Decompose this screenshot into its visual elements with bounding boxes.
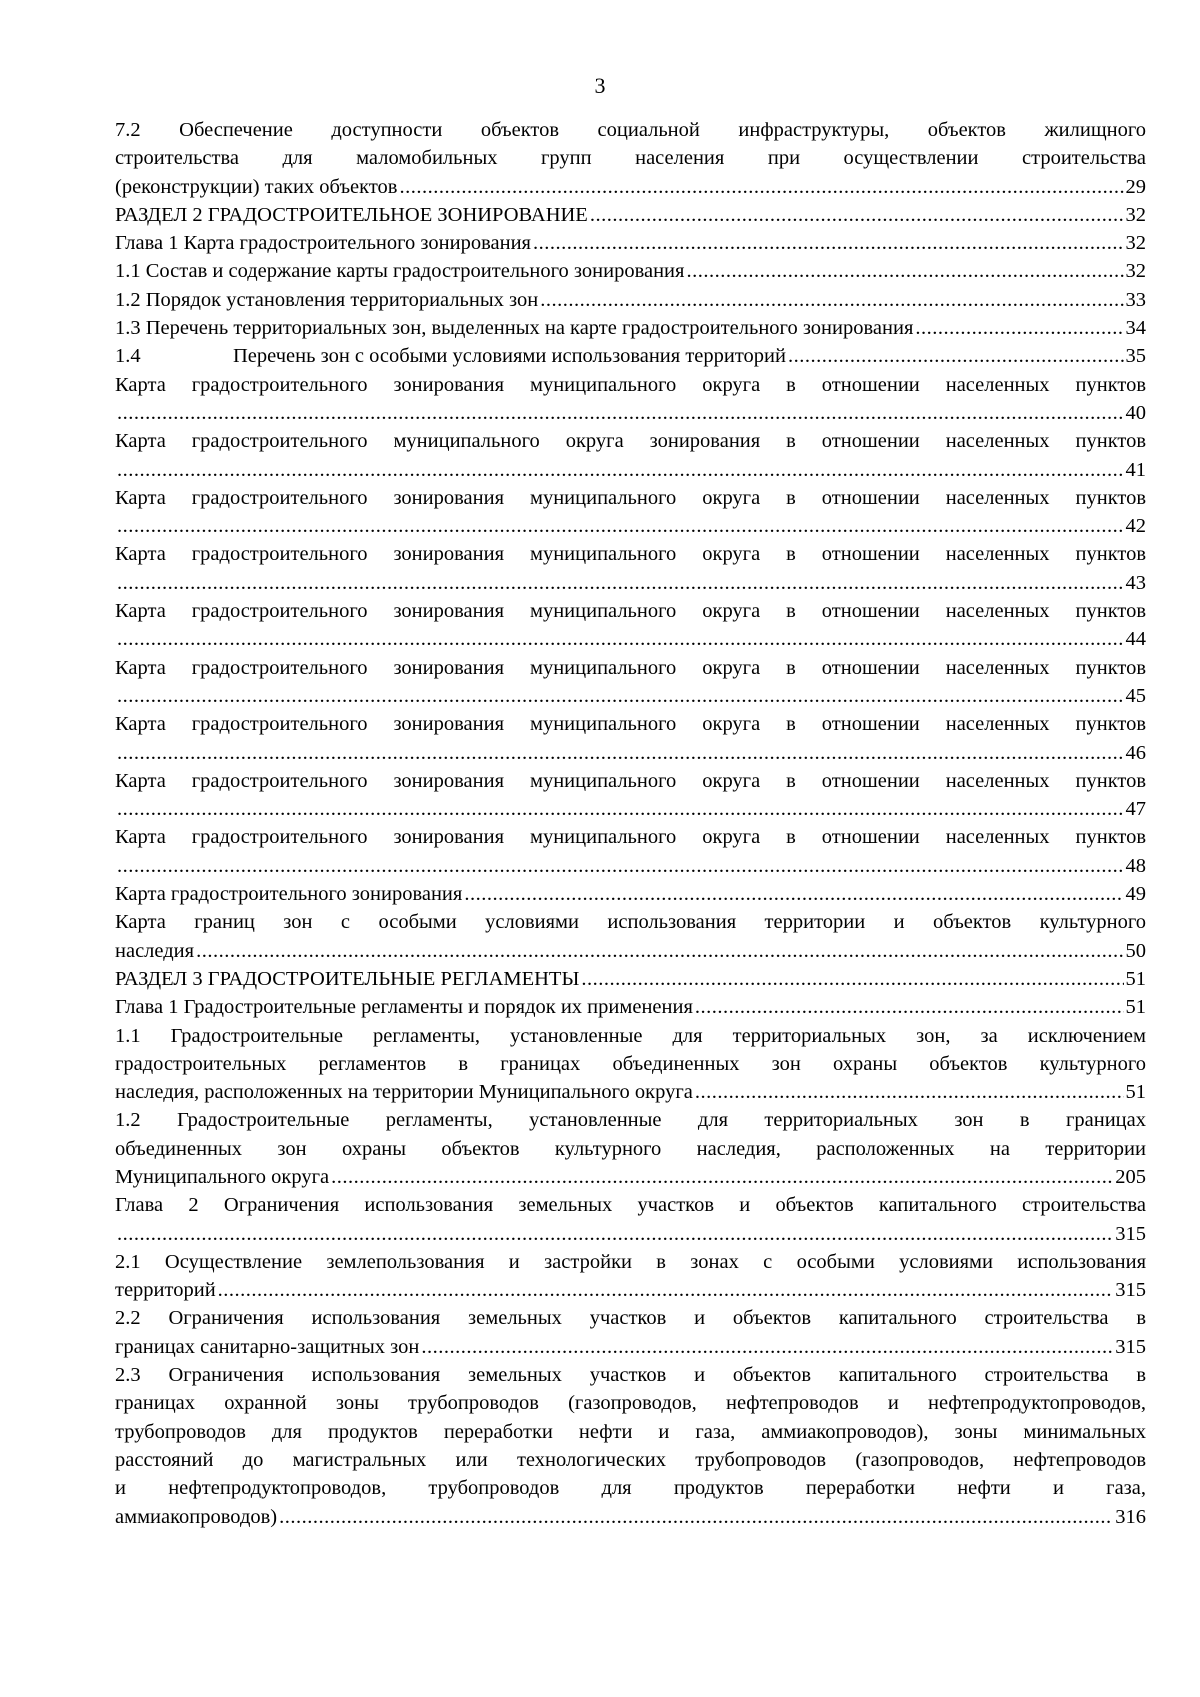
toc-dot-leader [399, 173, 1123, 201]
toc-page-number: 40 [1125, 401, 1146, 424]
toc-dot-leader [117, 512, 1124, 540]
toc-entry-title: 1.1 Состав и содержание карты градостроительного зонирования [115, 260, 685, 283]
toc-entry [115, 257, 1146, 285]
toc-entry [115, 597, 1146, 654]
toc-page-number: 48 [1125, 854, 1146, 877]
toc-entry [115, 823, 1146, 880]
toc-dot-leader [464, 880, 1123, 908]
toc-entry-line: 1.1 Градостроительные регламенты, установленные для территориальных зон, за исключением [115, 1024, 1146, 1047]
toc-entry-line: Глава 2 Ограничения использования земельных участков и объектов капитального строительства [115, 1194, 1146, 1217]
toc-dot-leader [540, 286, 1123, 314]
toc-dot-leader [686, 257, 1123, 285]
toc-page-number: 43 [1125, 571, 1146, 594]
toc-page-number: 316 [1115, 1505, 1146, 1528]
toc-entry [115, 993, 1146, 1021]
toc-entry-last-line [115, 569, 1146, 597]
toc-page-number: 32 [1125, 260, 1146, 283]
toc-entry-title: наследия, расположенных на территории Муниципального округа [115, 1081, 693, 1104]
toc-dot-leader [421, 1333, 1113, 1361]
toc-entry [115, 1022, 1146, 1107]
toc-entry-last-line [115, 512, 1146, 540]
toc-page-number: 51 [1125, 967, 1146, 990]
toc-entry [115, 1106, 1146, 1191]
toc-entry [115, 342, 1146, 370]
toc-entry-last-line [115, 1220, 1146, 1248]
toc-page-number: 41 [1125, 458, 1146, 481]
toc-entry-title: аммиакопроводов) [115, 1505, 278, 1528]
toc-dot-leader [117, 399, 1124, 427]
toc-page-number: 44 [1125, 628, 1146, 651]
toc-entry-last-line [115, 399, 1146, 427]
toc-page-number: 205 [1115, 1165, 1146, 1188]
toc-dot-leader [695, 1078, 1124, 1106]
toc-entry-last-line [115, 880, 1146, 908]
toc-entry [115, 286, 1146, 314]
toc-dot-leader [117, 456, 1124, 484]
toc-page-number: 32 [1125, 232, 1146, 255]
toc-entry-last-line [115, 965, 1146, 993]
toc-entry-title: РАЗДЕЛ 3 ГРАДОСТРОИТЕЛЬНЫЕ РЕГЛАМЕНТЫ [115, 967, 580, 990]
toc-page-number: 33 [1125, 288, 1146, 311]
toc-entry-line: строительства для маломобильных групп населения при осуществлении строительства [115, 147, 1146, 170]
toc-entry-last-line [115, 286, 1146, 314]
toc-page-number: 315 [1115, 1222, 1146, 1245]
toc-entry-line: 2.2 Ограничения использования земельных участков и объектов капитального строительства в [115, 1307, 1146, 1330]
toc-page-number: 49 [1125, 883, 1146, 906]
toc-entry-line: Карта градостроительного муниципального округа зонирования в отношении населенных пунктов [115, 430, 1146, 453]
table-of-contents [115, 116, 1146, 1531]
toc-page-number: 45 [1125, 684, 1146, 707]
toc-entry-last-line [115, 342, 1146, 370]
toc-dot-leader [331, 1163, 1113, 1191]
toc-dot-leader [788, 342, 1124, 370]
toc-entry-last-line [115, 739, 1146, 767]
toc-entry-line: Карта градостроительного зонирования муниципального округа в отношении населенных пунктов [115, 543, 1146, 566]
toc-dot-leader [218, 1276, 1114, 1304]
toc-entry [115, 371, 1146, 428]
toc-entry-last-line [115, 173, 1146, 201]
toc-entry-title: (реконструкции) таких объектов [115, 175, 398, 198]
toc-entry-title: наследия [115, 939, 195, 962]
toc-entry-title: РАЗДЕЛ 2 ГРАДОСТРОИТЕЛЬНОЕ ЗОНИРОВАНИЕ [115, 203, 588, 226]
toc-dot-leader [117, 795, 1124, 823]
toc-page-number: 42 [1125, 515, 1146, 538]
toc-dot-leader [590, 201, 1124, 229]
toc-entry-line: 7.2 Обеспечение доступности объектов социальной инфраструктуры, объектов жилищного [115, 119, 1146, 141]
toc-entry-line: Карта градостроительного зонирования муниципального округа в отношении населенных пунктов [115, 600, 1146, 623]
toc-entry-last-line [115, 625, 1146, 653]
toc-entry-last-line [115, 682, 1146, 710]
toc-entry [115, 654, 1146, 711]
toc-entry-title: границах санитарно-защитных зон [115, 1335, 420, 1358]
toc-entry [115, 1304, 1146, 1361]
toc-page-number: 315 [1115, 1279, 1146, 1302]
toc-entry-title: 1.2 Порядок установления территориальных зон [115, 288, 539, 311]
toc-page-number: 51 [1125, 1081, 1146, 1104]
toc-entry [115, 710, 1146, 767]
toc-dot-leader [117, 1220, 1113, 1248]
toc-entry-line: Карта градостроительного зонирования муниципального округа в отношении населенных пунктов [115, 826, 1146, 849]
toc-entry-title: территорий [115, 1279, 216, 1302]
toc-entry-line: Карта градостроительного зонирования муниципального округа в отношении населенных пунктов [115, 373, 1146, 396]
toc-entry [115, 908, 1146, 965]
toc-entry-last-line [115, 201, 1146, 229]
toc-entry [115, 965, 1146, 993]
toc-entry-last-line [115, 993, 1146, 1021]
toc-entry-line: Карта границ зон с особыми условиями использования территории и объектов культурного [115, 911, 1146, 934]
toc-entry-line: границах охранной зоны трубопроводов (газопроводов, нефтепроводов и нефтепродуктопроводов, [115, 1392, 1146, 1415]
toc-entry-title: Карта градостроительного зонирования [115, 883, 463, 906]
toc-entry [115, 540, 1146, 597]
toc-entry-last-line [115, 1163, 1146, 1191]
toc-entry-last-line [115, 229, 1146, 257]
toc-dot-leader [117, 682, 1124, 710]
toc-entry [115, 880, 1146, 908]
toc-page-number: 32 [1125, 203, 1146, 226]
toc-entry-number: 1.4 [115, 345, 141, 368]
toc-dot-leader [196, 937, 1123, 965]
toc-entry-last-line [115, 1503, 1146, 1531]
toc-entry-last-line [115, 257, 1146, 285]
toc-dot-leader [581, 965, 1123, 993]
toc-dot-leader [117, 569, 1124, 597]
toc-entry-line: 1.2 Градостроительные регламенты, установленные для территориальных зон в границах [115, 1109, 1146, 1132]
toc-dot-leader [117, 739, 1124, 767]
toc-entry [115, 201, 1146, 229]
toc-entry-last-line [115, 1276, 1146, 1304]
toc-dot-leader [915, 314, 1123, 342]
toc-page-number: 315 [1115, 1335, 1146, 1358]
toc-entry [115, 1361, 1146, 1531]
toc-entry-last-line [115, 1078, 1146, 1106]
toc-entry-line: объединенных зон охраны объектов культурного наследия, расположенных на территории [115, 1137, 1146, 1160]
toc-entry-line: расстояний до магистральных или технологических трубопроводов (газопроводов, нефтепроводов [115, 1448, 1146, 1471]
toc-entry-line: Карта градостроительного зонирования муниципального округа в отношении населенных пунктов [115, 656, 1146, 679]
toc-entry-title: Глава 1 Карта градостроительного зонирования [115, 232, 531, 255]
toc-entry-line: 2.3 Ограничения использования земельных участков и объектов капитального строительства в [115, 1364, 1146, 1387]
toc-dot-leader [695, 993, 1124, 1021]
toc-entry [115, 767, 1146, 824]
toc-page-number: 46 [1125, 741, 1146, 764]
toc-entry-line: и нефтепродуктопроводов, трубопроводов для продуктов переработки нефти и газа, [115, 1477, 1146, 1500]
toc-entry [115, 229, 1146, 257]
toc-entry-title: Муниципального округа [115, 1165, 330, 1188]
toc-entry-last-line [115, 314, 1146, 342]
toc-entry-line: градостроительных регламентов в границах объединенных зон охраны объектов культурного [115, 1052, 1146, 1075]
toc-entry [115, 314, 1146, 342]
toc-entry-line: трубопроводов для продуктов переработки нефти и газа, аммиакопроводов), зоны минимальных [115, 1420, 1146, 1443]
toc-entry-last-line [115, 795, 1146, 823]
toc-entry [115, 116, 1146, 201]
toc-entry-last-line [115, 852, 1146, 880]
toc-dot-leader [533, 229, 1124, 257]
toc-page-number: 51 [1125, 996, 1146, 1019]
toc-page-number: 29 [1125, 175, 1146, 198]
toc-entry-last-line [115, 456, 1146, 484]
toc-dot-leader [279, 1503, 1113, 1531]
toc-entry [115, 427, 1146, 484]
toc-entry-line: Карта градостроительного зонирования муниципального округа в отношении населенных пунктов [115, 713, 1146, 736]
toc-dot-leader [117, 852, 1124, 880]
toc-entry-last-line [115, 1333, 1146, 1361]
toc-entry-title: Перечень зон с особыми условиями использования территорий [233, 345, 786, 368]
toc-entry [115, 1248, 1146, 1305]
toc-page-number: 35 [1125, 345, 1146, 368]
toc-page-number: 47 [1125, 798, 1146, 821]
toc-entry-line: 2.1 Осуществление землепользования и застройки в зонах с особыми условиями использования [115, 1250, 1146, 1273]
toc-entry [115, 1191, 1146, 1248]
toc-page-number: 50 [1125, 939, 1146, 962]
toc-dot-leader [117, 625, 1124, 653]
toc-entry-line: Карта градостроительного зонирования муниципального округа в отношении населенных пунктов [115, 769, 1146, 792]
toc-entry-line: Карта градостроительного зонирования муниципального округа в отношении населенных пунктов [115, 486, 1146, 509]
page-number: 3 [594, 73, 606, 98]
toc-entry-title: 1.3 Перечень территориальных зон, выделенных на карте градостроительного зонирования [115, 317, 914, 340]
toc-entry-last-line [115, 937, 1146, 965]
toc-entry-title: Глава 1 Градостроительные регламенты и порядок их применения [115, 996, 693, 1019]
toc-page-number: 34 [1125, 317, 1146, 340]
toc-entry [115, 484, 1146, 541]
